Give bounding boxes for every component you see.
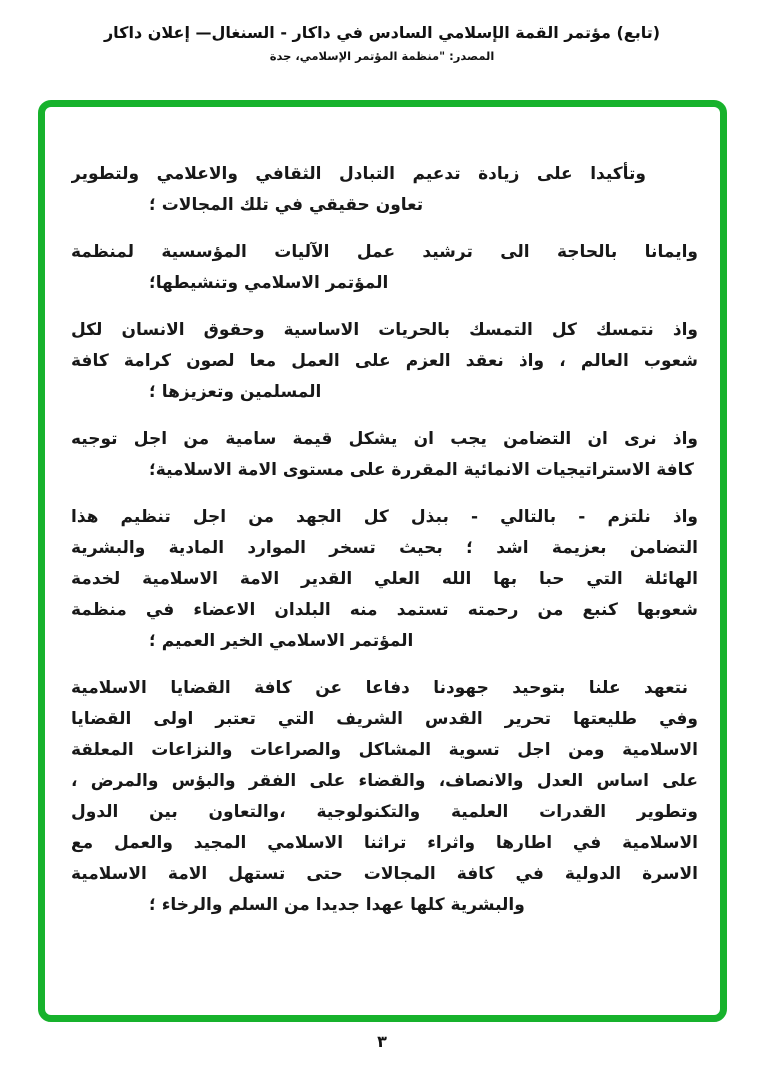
text-line: شعوبها كنبع من رحمته تستمد منه البلدان الاعضاء في منظمة [71, 600, 698, 620]
paragraph [71, 159, 698, 221]
text-line: الهائلة التي حبا بها الله العلي القدير الامة الاسلامية لخدمة [71, 569, 698, 589]
text-line: على اساس العدل والانصاف، والقضاء على الفقر والبؤس والمرض ، [71, 771, 698, 791]
text-line: الاسلامية ومن اجل تسوية المشاكل والصراعات والنزاعات المعلقة [71, 740, 698, 760]
text-line: التضامن بعزيمة اشد ؛ بحيث تسخر الموارد المادية والبشرية [71, 538, 698, 558]
paragraph [71, 424, 698, 486]
text-line: واذ نتمسك كل التمسك بالحريات الاساسية وحقوق الانسان لكل [71, 320, 698, 340]
text-line: الاسرة الدولية في كافة المجالات حتى تستهل الامة الاسلامية [71, 864, 698, 884]
text-line: وفي طليعتها تحرير القدس الشريف التي تعتبر اولى القضايا [71, 709, 698, 729]
text-line: المؤتمر الاسلامي الخير العميم ؛ [149, 631, 414, 651]
text-line: وتطوير القدرات العلمية والتكنولوجية ،والتعاون بين الدول [71, 802, 698, 822]
paragraph [71, 502, 698, 657]
paragraph [71, 237, 698, 299]
paragraph [71, 315, 698, 408]
text-line: واذ نرى ان التضامن يجب ان يشكل قيمة سامية من اجل توجيه [71, 429, 698, 449]
text-line: تعاون حقيقي في تلك المجالات ؛ [149, 195, 424, 215]
text-line: شعوب العالم ، واذ نعقد العزم على العمل معا لصون كرامة كافة [71, 351, 698, 371]
text-line: والبشرية كلها عهدا جديدا من السلم والرخاء ؛ [149, 895, 525, 915]
text-line: نتعهد علنا بتوحيد جهودنا دفاعا عن كافة القضايا الاسلامية [71, 678, 688, 698]
text-line: المؤتمر الاسلامي وتنشيطها؛ [149, 273, 389, 293]
text-line: كافة الاستراتيجيات الانمائية المقررة على مستوى الامة الاسلامية؛ [149, 460, 694, 480]
paragraph [71, 673, 698, 921]
document-source-line: المصدر: "منظمة المؤتمر الإسلامي، جدة [269, 49, 495, 63]
text-line: وتأكيدا على زيادة تدعيم التبادل الثقافي والاعلامي ولتطوير [71, 164, 646, 184]
document-title: (تابع) مؤتمر القمة الإسلامي السادس في داكار - السنغال— إعلان داكار [103, 23, 661, 42]
green-border-frame [38, 100, 727, 1022]
document-header [0, 23, 764, 63]
page-number: ٣ [377, 1032, 387, 1051]
text-line: الاسلامية في اطارها واثراء تراثنا الاسلامي المجيد والعمل مع [71, 833, 698, 853]
text-line: المسلمين وتعزيزها ؛ [149, 382, 322, 402]
text-line: وايمانا بالحاجة الى ترشيد عمل الآليات المؤسسية لمنظمة [71, 242, 698, 262]
document-body [45, 107, 720, 921]
text-line: واذ نلتزم - بالتالي - ببذل كل الجهد من اجل تنظيم هذا [71, 507, 698, 527]
